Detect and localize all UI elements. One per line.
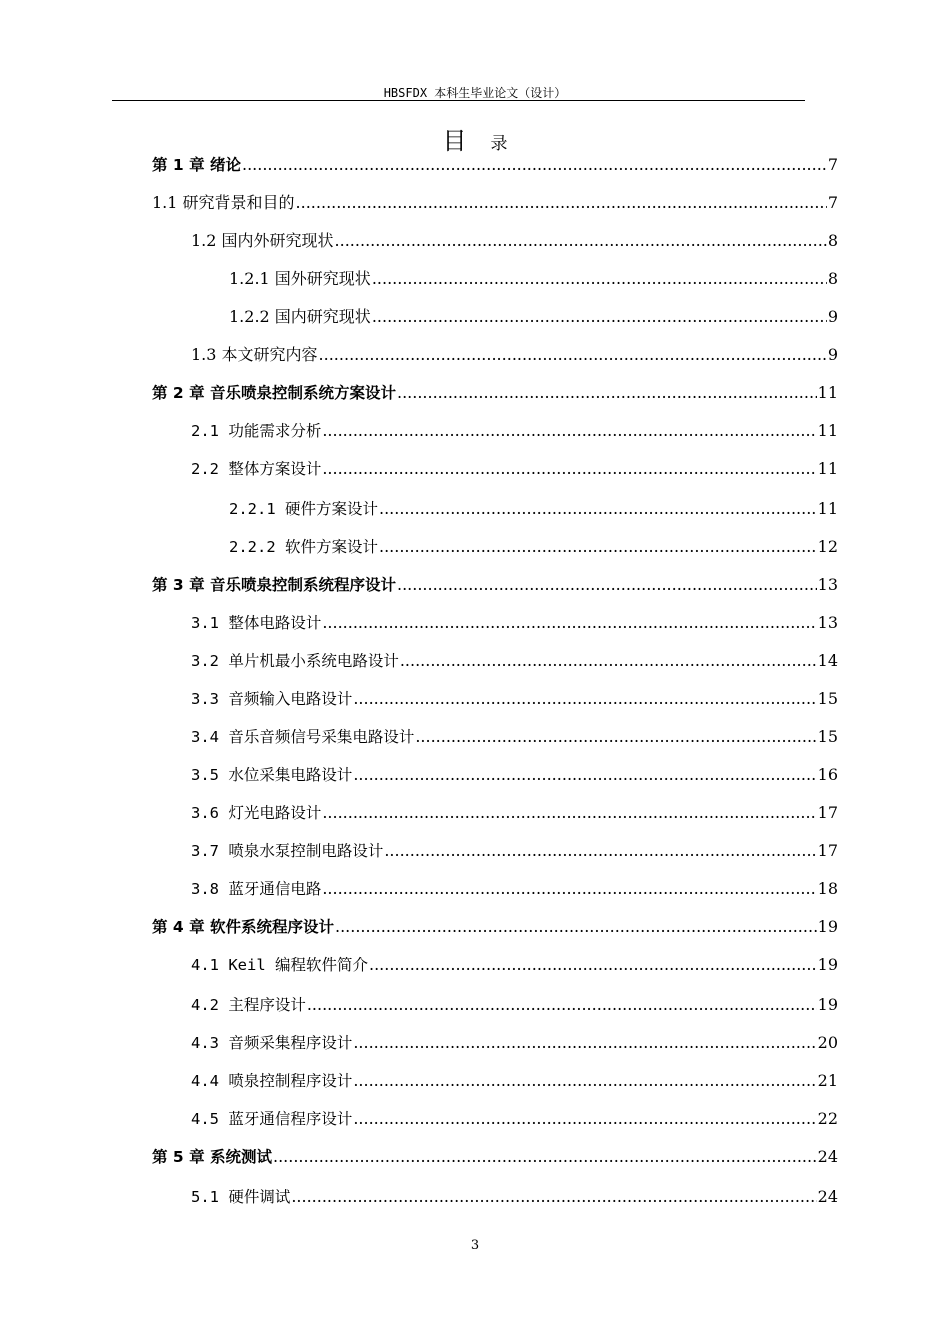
toc-dot-leader	[379, 498, 817, 520]
toc-entry-page: 17	[817, 841, 838, 860]
toc-entry-page: 19	[817, 917, 838, 936]
toc-entry[interactable]	[229, 528, 838, 558]
toc-entry[interactable]	[191, 986, 838, 1016]
toc-entry[interactable]	[191, 946, 838, 976]
toc-entry[interactable]	[152, 566, 838, 596]
toc-entry[interactable]	[191, 718, 838, 748]
toc-entry-page: 12	[817, 537, 838, 556]
toc-entry-label: 1.2.1 国外研究现状	[229, 269, 371, 288]
toc-entry[interactable]	[152, 374, 838, 404]
toc-dot-leader	[353, 688, 816, 710]
toc-dot-leader	[322, 458, 816, 480]
toc-entry-label: 5.1 硬件调试	[191, 1188, 291, 1206]
toc-entry-page: 7	[827, 155, 838, 174]
toc-entry-label: 第 1 章 绪论	[152, 156, 241, 174]
toc-entry[interactable]	[152, 146, 838, 176]
page-header: HBSFDX 本科生毕业论文（设计）	[383, 86, 567, 100]
toc-dot-leader	[322, 420, 816, 442]
toc-entry-label: 1.2 国内外研究现状	[191, 231, 334, 250]
toc-entry-page: 19	[817, 955, 838, 974]
toc-dot-leader	[353, 1108, 816, 1130]
toc-entry-label: 3.5 水位采集电路设计	[191, 766, 353, 784]
toc-dot-leader	[397, 574, 817, 596]
toc-entry-label: 4.2 主程序设计	[191, 996, 306, 1014]
toc-entry-page: 21	[817, 1071, 838, 1090]
toc-entry-label: 2.2.2 软件方案设计	[229, 538, 378, 556]
toc-entry-label: 2.2.1 硬件方案设计	[229, 500, 378, 518]
toc-dot-leader	[242, 154, 827, 176]
toc-entry-page: 11	[817, 383, 838, 402]
toc-entry-page: 11	[817, 499, 838, 518]
toc-entry-label: 4.5 蓝牙通信程序设计	[191, 1110, 353, 1128]
toc-entry-label: 3.4 音乐音频信号采集电路设计	[191, 728, 415, 746]
toc-entry-label: 4.1 Keil 编程软件简介	[191, 956, 368, 974]
toc-entry-page: 15	[817, 727, 838, 746]
toc-entry-label: 1.2.2 国内研究现状	[229, 307, 371, 326]
toc-dot-leader	[335, 230, 827, 252]
toc-dot-leader	[322, 802, 816, 824]
toc-entry-page: 9	[827, 307, 838, 326]
toc-entry-label: 1.1 研究背景和目的	[152, 193, 295, 212]
toc-title-second: 录	[490, 134, 508, 154]
toc-entry-label: 3.2 单片机最小系统电路设计	[191, 652, 399, 670]
toc-entry[interactable]	[191, 756, 838, 786]
toc-entry-label: 4.4 喷泉控制程序设计	[191, 1072, 353, 1090]
toc-entry[interactable]	[191, 642, 838, 672]
toc-entry-page: 13	[817, 613, 838, 632]
toc-entry[interactable]	[191, 412, 838, 442]
toc-entry[interactable]	[191, 1024, 838, 1054]
toc-entry-page: 11	[817, 459, 838, 478]
header-rule	[112, 100, 805, 101]
toc-entry[interactable]	[191, 1100, 838, 1130]
toc-entry[interactable]	[191, 832, 838, 862]
toc-dot-leader	[353, 764, 816, 786]
toc-entry[interactable]	[191, 870, 838, 900]
toc-entry[interactable]	[229, 260, 838, 290]
toc-entry-page: 19	[817, 995, 838, 1014]
toc-entry-page: 24	[817, 1187, 838, 1206]
toc-entry[interactable]	[152, 184, 838, 214]
toc-entry-page: 14	[817, 651, 838, 670]
toc-entry-page: 17	[817, 803, 838, 822]
toc-entry-page: 7	[827, 193, 838, 212]
toc-entry[interactable]	[191, 680, 838, 710]
toc-entry-label: 3.3 音频输入电路设计	[191, 690, 353, 708]
toc-entry-label: 第 5 章 系统测试	[152, 1148, 272, 1166]
toc-dot-leader	[291, 1186, 816, 1208]
toc-dot-leader	[322, 612, 816, 634]
toc-dot-leader	[296, 192, 827, 214]
toc-entry[interactable]	[191, 794, 838, 824]
toc-entry[interactable]	[191, 450, 838, 480]
toc-entry-page: 16	[817, 765, 838, 784]
toc-dot-leader	[335, 916, 817, 938]
toc-entry-page: 24	[817, 1147, 838, 1166]
toc-entry-page: 8	[827, 269, 838, 288]
toc-dot-leader	[384, 840, 816, 862]
toc-entry[interactable]	[191, 604, 838, 634]
toc-entry-page: 11	[817, 421, 838, 440]
toc-dot-leader	[322, 878, 816, 900]
toc-dot-leader	[379, 536, 817, 558]
toc-entry-label: 2.2 整体方案设计	[191, 460, 322, 478]
toc-entry[interactable]	[152, 1138, 838, 1168]
toc-entry[interactable]	[191, 222, 838, 252]
toc-entry-page: 22	[817, 1109, 838, 1128]
toc-entry-label: 1.3 本文研究内容	[191, 345, 318, 364]
toc-entry-label: 3.6 灯光电路设计	[191, 804, 322, 822]
toc-dot-leader	[372, 306, 827, 328]
toc-entry[interactable]	[229, 490, 838, 520]
toc-entry-label: 第 4 章 软件系统程序设计	[152, 918, 334, 936]
toc-dot-leader	[400, 650, 817, 672]
toc-dot-leader	[353, 1032, 816, 1054]
toc-entry-page: 15	[817, 689, 838, 708]
toc-entry[interactable]	[191, 1178, 838, 1208]
toc-dot-leader	[415, 726, 816, 748]
toc-dot-leader	[319, 344, 827, 366]
toc-entry-label: 3.1 整体电路设计	[191, 614, 322, 632]
toc-entry-label: 4.3 音频采集程序设计	[191, 1034, 353, 1052]
toc-dot-leader	[307, 994, 817, 1016]
toc-entry-page: 9	[827, 345, 838, 364]
toc-entry[interactable]	[152, 908, 838, 938]
toc-dot-leader	[353, 1070, 816, 1092]
page-number: 3	[470, 1238, 480, 1253]
toc-title-main: 目	[442, 127, 467, 155]
toc-entry-label: 2.1 功能需求分析	[191, 422, 322, 440]
toc-entry-label: 3.7 喷泉水泵控制电路设计	[191, 842, 384, 860]
toc-entry-label: 第 2 章 音乐喷泉控制系统方案设计	[152, 384, 396, 402]
toc-dot-leader	[397, 382, 817, 404]
toc-entry-page: 20	[817, 1033, 838, 1052]
toc-entry-page: 13	[817, 575, 838, 594]
toc-dot-leader	[369, 954, 817, 976]
toc-entry-page: 8	[827, 231, 838, 250]
toc-entry-label: 第 3 章 音乐喷泉控制系统程序设计	[152, 576, 396, 594]
toc-dot-leader	[372, 268, 827, 290]
toc-entry[interactable]	[191, 1062, 838, 1092]
toc-entry[interactable]	[191, 336, 838, 366]
toc-entry[interactable]	[229, 298, 838, 328]
toc-dot-leader	[273, 1146, 817, 1168]
toc-entry-page: 18	[817, 879, 838, 898]
toc-entry-label: 3.8 蓝牙通信电路	[191, 880, 322, 898]
